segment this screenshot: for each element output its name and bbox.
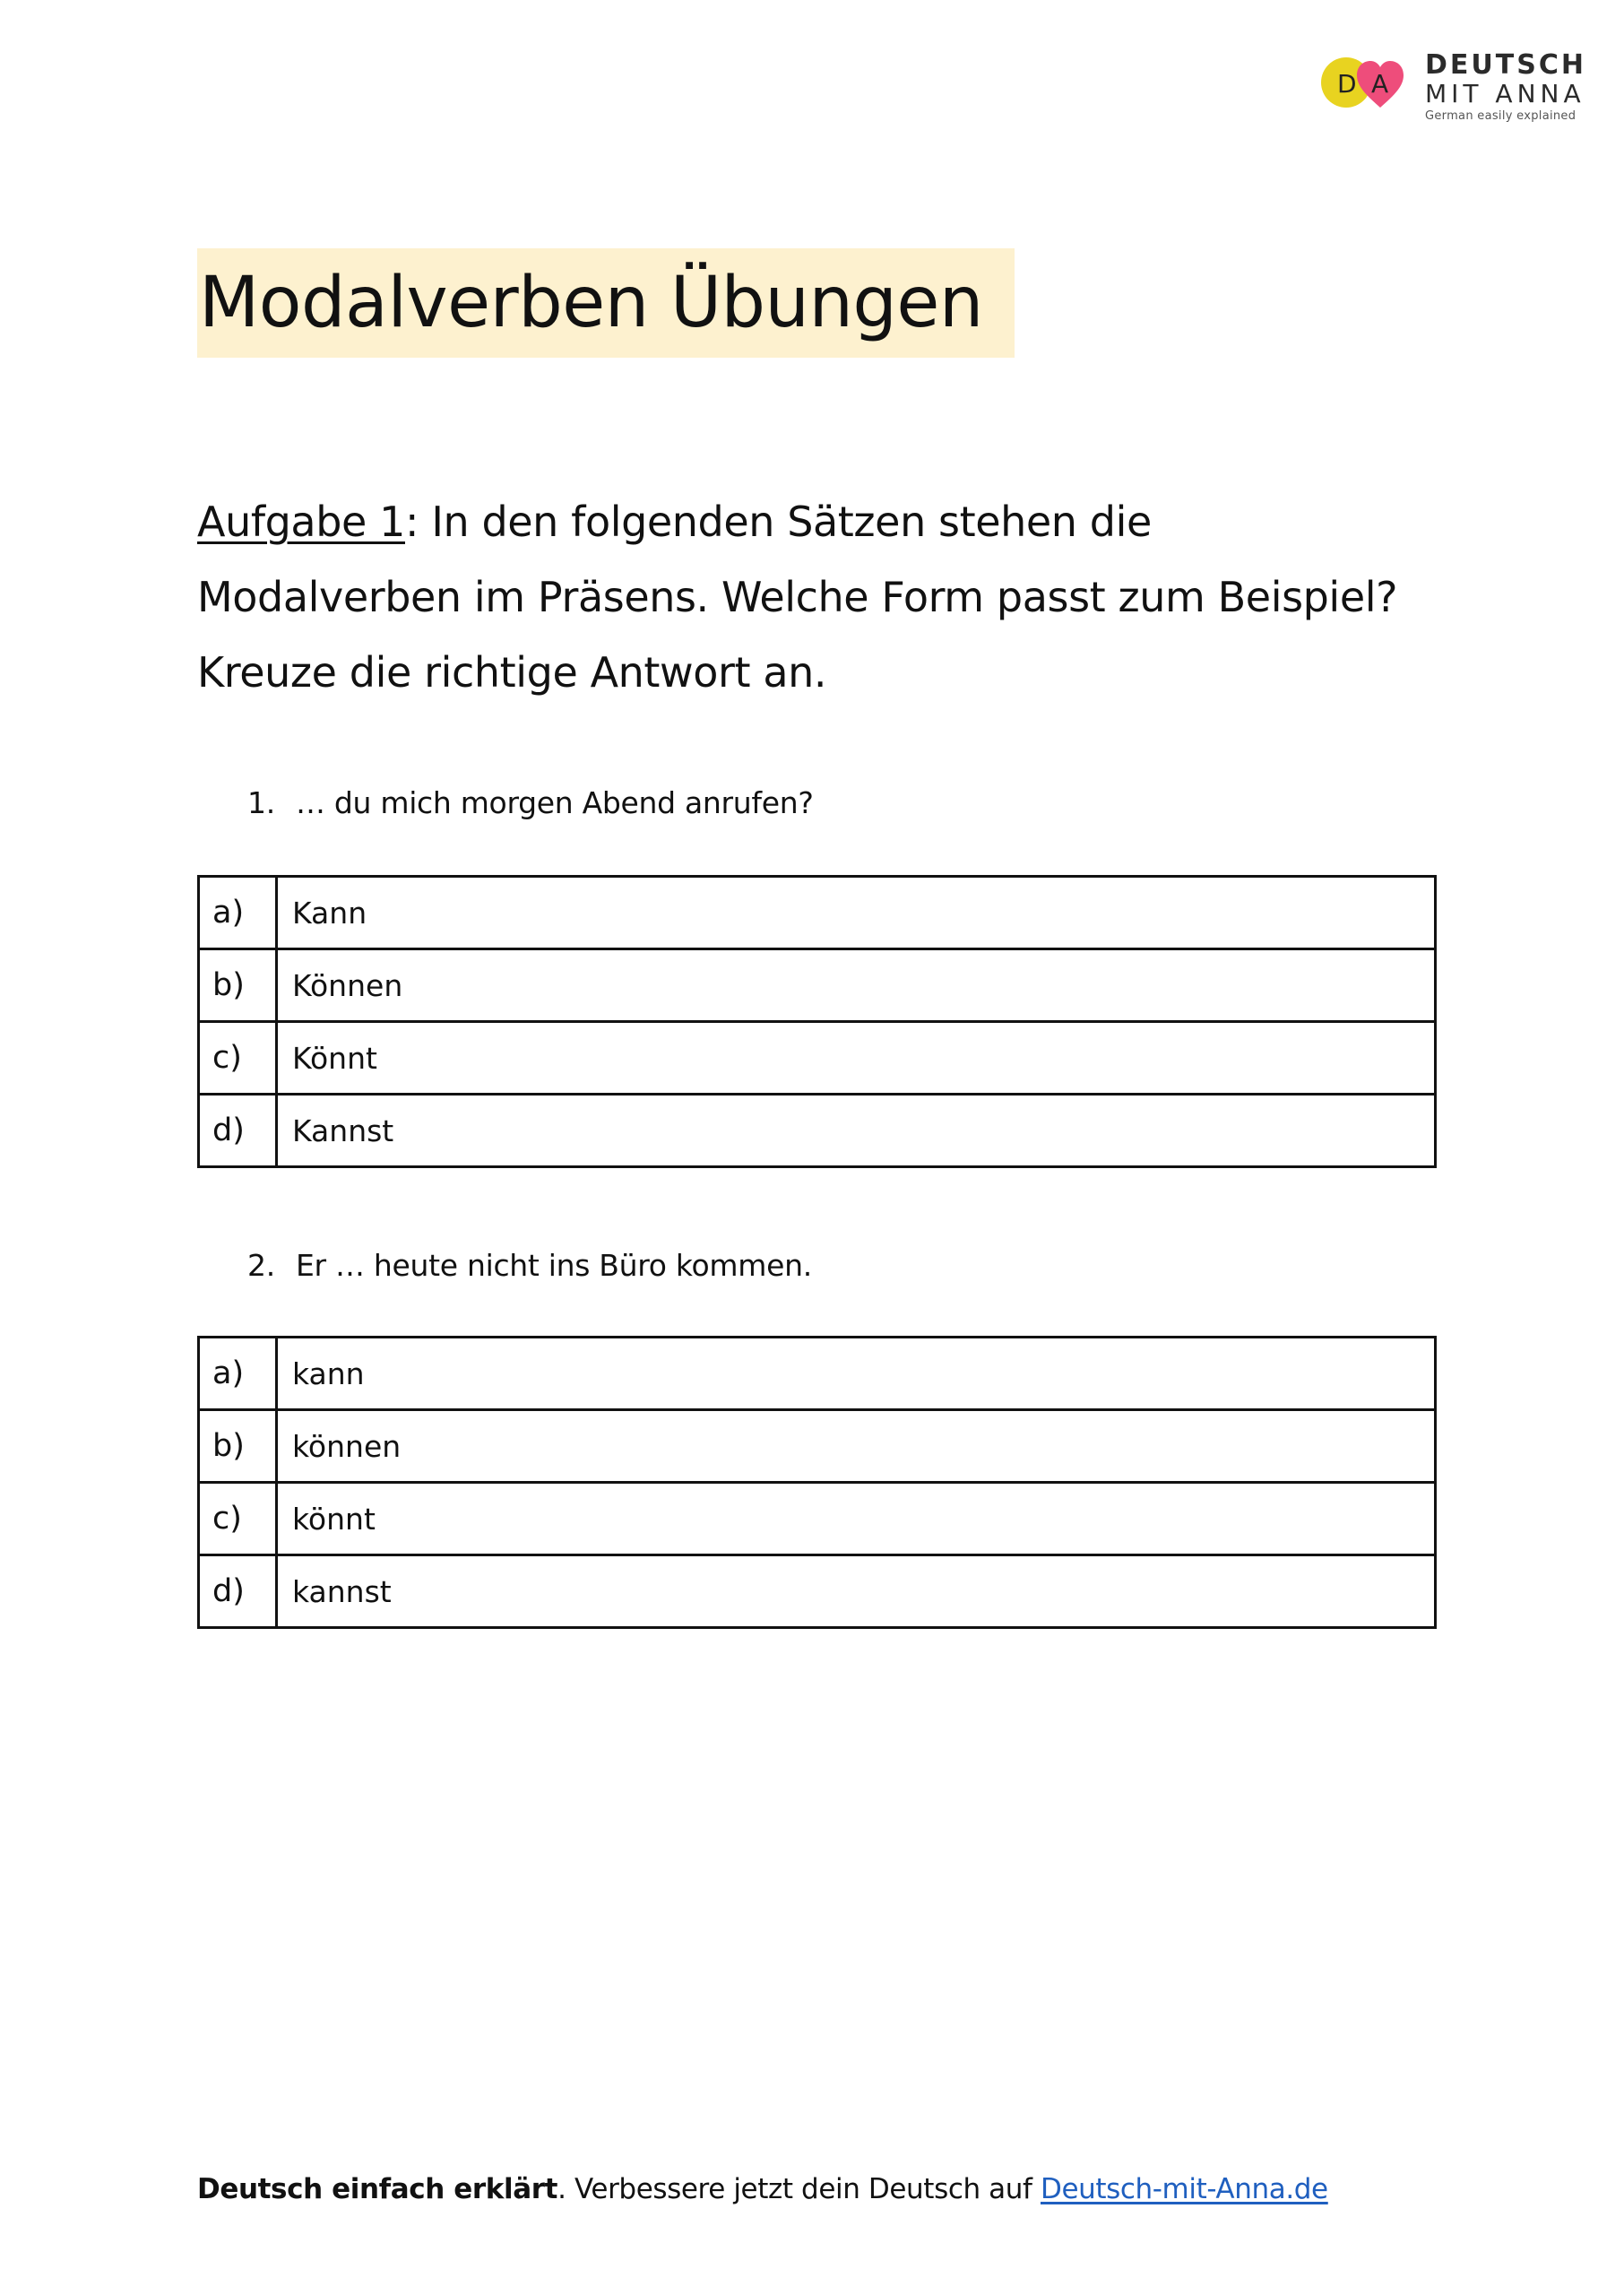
question-number: 2. (247, 1248, 275, 1283)
option-row[interactable] (199, 1022, 1436, 1095)
option-answer[interactable]: könnt (277, 1483, 1436, 1555)
task-instructions (197, 484, 1398, 710)
svg-text:D: D (1337, 69, 1357, 99)
option-answer[interactable]: Können (277, 949, 1436, 1022)
task-label: Aufgabe 1 (197, 498, 405, 546)
option-row[interactable] (199, 1555, 1436, 1628)
option-answer[interactable]: Kannst (277, 1095, 1436, 1167)
task-text: In den folgenden Sätzen stehen die Modalverben im Präsens. Welche Form passt zum Beispiel? Kreuze die richtige Antwort an. (197, 498, 1398, 697)
option-letter: d) (199, 1095, 277, 1167)
option-row[interactable] (199, 1338, 1436, 1410)
question-number: 1. (247, 785, 275, 820)
option-row[interactable] (199, 1410, 1436, 1483)
option-letter: a) (199, 1338, 277, 1410)
page-title: Modalverben Übungen (199, 263, 983, 343)
logo-brand-line1: DEUTSCH (1425, 49, 1586, 81)
title-highlight (197, 248, 1015, 358)
option-letter: b) (199, 1410, 277, 1483)
question-1 (247, 785, 814, 821)
footer-website-link[interactable]: Deutsch-mit-Anna.de (1040, 2173, 1328, 2205)
options-table-2 (197, 1336, 1437, 1629)
logo-tagline: German easily explained (1425, 109, 1576, 123)
logo-text (1425, 49, 1586, 124)
question-2 (247, 1248, 812, 1284)
option-letter: c) (199, 1483, 277, 1555)
option-letter: c) (199, 1022, 277, 1095)
logo (1319, 50, 1588, 126)
option-answer[interactable]: Kann (277, 877, 1436, 949)
question-text: … du mich morgen Abend anrufen? (296, 785, 814, 820)
option-letter: a) (199, 877, 277, 949)
footer-text: . Verbessere jetzt dein Deutsch auf (557, 2173, 1041, 2205)
option-letter: d) (199, 1555, 277, 1628)
question-text: Er … heute nicht ins Büro kommen. (296, 1248, 812, 1283)
option-answer[interactable]: Könnt (277, 1022, 1436, 1095)
footer-slogan: Deutsch einfach erklärt (197, 2173, 558, 2205)
task-separator: : (405, 498, 419, 546)
option-letter: b) (199, 949, 277, 1022)
logo-mark-icon (1319, 54, 1409, 111)
option-row[interactable] (199, 877, 1436, 949)
option-row[interactable] (199, 949, 1436, 1022)
options-table-1 (197, 875, 1437, 1168)
footer (197, 2169, 1328, 2209)
option-answer[interactable]: kann (277, 1338, 1436, 1410)
option-row[interactable] (199, 1095, 1436, 1167)
option-answer[interactable]: kannst (277, 1555, 1436, 1628)
option-answer[interactable]: können (277, 1410, 1436, 1483)
svg-text:A: A (1371, 69, 1389, 99)
option-row[interactable] (199, 1483, 1436, 1555)
logo-brand-line2: MIT ANNA (1425, 79, 1585, 108)
